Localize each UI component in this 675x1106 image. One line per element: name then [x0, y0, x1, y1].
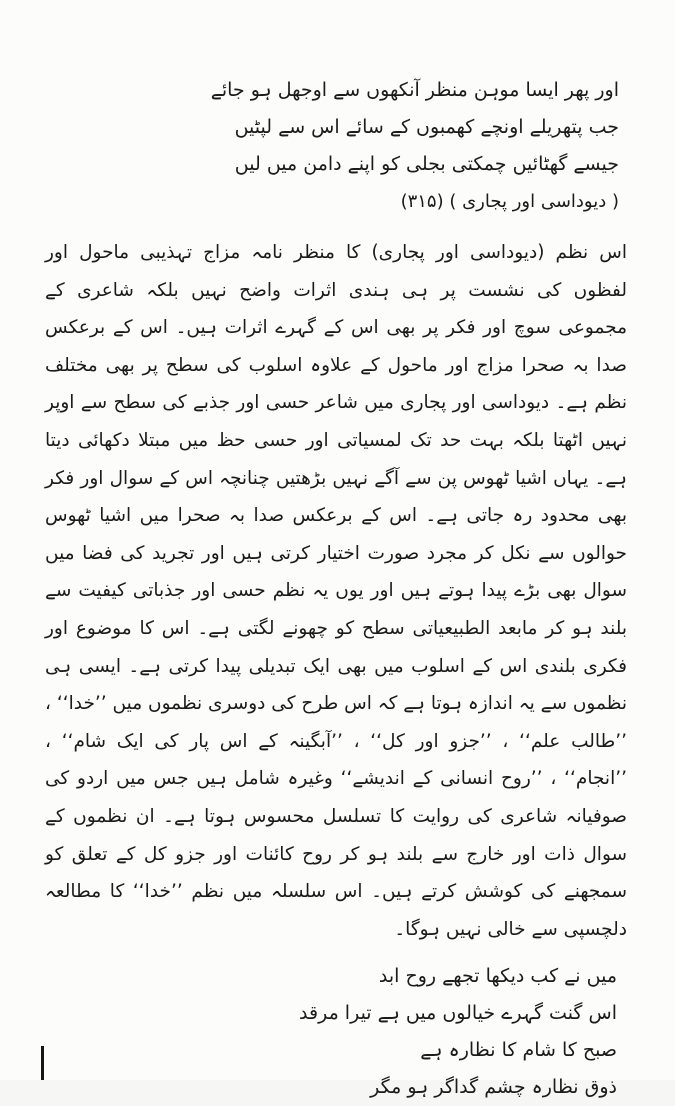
- verse-line: میں نے کب دیکھا تجھے روح ابد: [378, 965, 617, 988]
- verse-line: جیسے گھٹائیں چمکتی بجلی کو اپنے دامن میں لیں: [234, 153, 619, 175]
- poem-attribution: ( دیوداسی اور پجاری ) (۳۱۵): [400, 191, 619, 212]
- poem-excerpt-bottom: [45, 958, 627, 1106]
- verse-line: ذوق نظارہ چشم گداگر ہو مگر: [370, 1076, 617, 1099]
- verse-line: صبح کا شام کا نظارہ ہے: [420, 1039, 617, 1062]
- page-content: [45, 72, 627, 1106]
- verse-line: اس گنت گہرے خیالوں میں ہے تیرا مرقد: [299, 1002, 617, 1025]
- scan-artifact-mark: [41, 1046, 44, 1080]
- analysis-paragraph: اس نظم (دیوداسی اور پجاری) کا منظر نامہ مزاج تہذیبی ماحول اور لفظوں کی نشست پر ہی ہندی اثرات واضح نہیں بلکہ شاعری کے مجموعی سوچ اور فکر پر بھی اس کے گہرے اثرات ہیں۔ اس کے برعکس صدا بہ صحرا مزاج اور ماحول کے علاوہ اسلوب کی سطح پر بھی مختلف نظم ہے۔ دیوداسی اور پجاری میں شاعر حسی اور جذبے کی سطح سے اوپر نہیں اٹھتا بلکہ بہت حد تک لمسیاتی اور حسی حظ میں مبتلا دکھائی دیتا ہے۔ یہاں اشیا ٹھوس پن سے آگے نہیں بڑھتیں چنانچہ اس کے سوال اور فکر بھی محدود رہ جاتی ہے۔ اس کے برعکس صدا بہ صحرا میں اشیا ٹھوس حوالوں سے نکل کر مجرد صورت اختیار کرتی ہیں اور تجرید کی فضا میں سوال بھی بڑے پیدا ہوتے ہیں اور یوں یہ نظم حسی اور جذباتی کیفیت سے بلند ہو کر مابعد الطبیعیاتی سطح کو چھونے لگتی ہے۔ اس کا موضوع اور فکری بلندی اس کے اسلوب میں بھی ایک تبدیلی پیدا کرتی ہے۔ ایسی ہی نظموں سے یہ اندازہ ہوتا ہے کہ اس طرح کی دوسری نظموں میں ’’خدا‘‘ ، ’’طالب علم‘‘ ، ’’جزو اور کل‘‘ ، ’’آبگینہ کے اس پار کی ایک شام‘‘ ، ’’انجام‘‘ ، ’’روح انسانی کے اندیشے‘‘ وغیرہ شامل ہیں جس میں اردو کی صوفیانہ شاعری کی روایت کا تسلسل محسوس ہوتا ہے۔ ان نظموں کے سوال ذات اور خارج سے بلند ہو کر روح کائنات اور جزو کل کے تعلق کو سمجھنے کی کوشش کرتے ہیں۔ اس سلسلہ میں نظم ’’خدا‘‘ کا مطالعہ دلچسپی سے خالی نہیں ہوگا۔: [45, 242, 627, 940]
- verse-line: اور پھر ایسا موہن منظر آنکھوں سے اوجھل ہو جائے: [210, 79, 619, 101]
- poem-excerpt-top: [45, 72, 627, 220]
- verse-line: جب پتھریلے اونچے کھمبوں کے سائے اس سے لپٹیں: [234, 116, 619, 138]
